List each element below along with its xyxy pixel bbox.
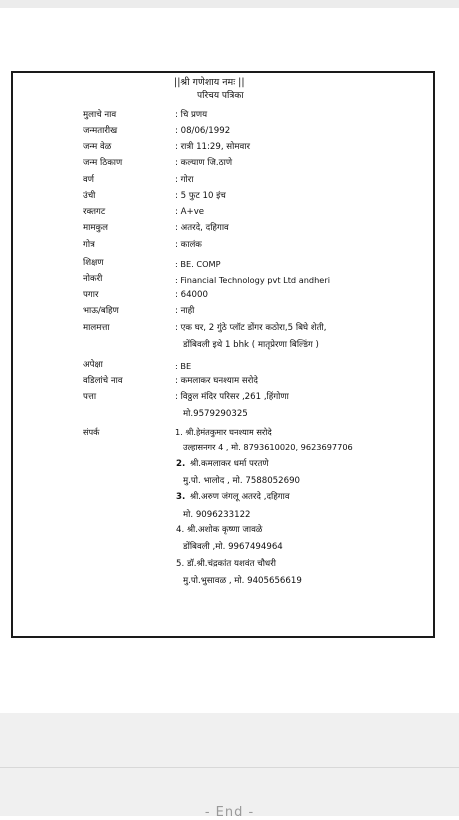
footer-divider (0, 767, 459, 768)
row-label-father: वडिलांचे नाव (83, 376, 123, 386)
contact-4-number: 4. (176, 525, 185, 535)
row-label-property: मालमत्ता (83, 323, 110, 333)
row-label-birthtime: जन्म वेळ (83, 142, 112, 152)
row-value-birthplace: : कल्याण जि.ठाणे (175, 158, 233, 168)
row-label-gotra: गोत्र (83, 240, 95, 250)
top-toolbar-strip (0, 0, 459, 8)
row-label-education: शिक्षण (83, 258, 104, 268)
row-value-name: : चि प्रणय (175, 110, 208, 120)
row-label-salary: पगार (83, 290, 99, 300)
contact-4-details: डोंबिवली ,मो. 9967494964 (183, 542, 283, 552)
row-label-complexion: वर्ण (83, 175, 94, 185)
row-label-expectation: अपेक्षा (83, 360, 103, 370)
contact-1-details: उल्हासनगर 4 , मो. 8793610020, 9623697706 (183, 442, 353, 452)
row-value-property: : एक घर, 2 गुंठे प्लॉट डोंगर कठोरा,5 बिघे शेती, (175, 323, 327, 333)
row-label-birthdate: जन्मतारीख (83, 126, 118, 136)
row-label-birthplace: जन्म ठिकाण (83, 158, 123, 168)
row-value-address: : विठ्ठल मंदिर परिसर ,261 ,हिंगोणा (175, 392, 289, 402)
contact-3-details: मो. 9096233122 (183, 510, 251, 520)
invocation-heading: ||श्री गणेशाय नमः || (174, 77, 245, 88)
row-label-maternal-family: मामकुल (83, 223, 108, 233)
row-label-bloodgroup: रक्तगट (83, 207, 106, 217)
row-value-property-continued: डोंबिवली इथे 1 bhk ( मातृप्रेरणा बिल्डिंग ) (183, 340, 319, 350)
contact-4-name: 4. श्री.अशोक कृष्णा जावळे (176, 525, 263, 535)
contact-5-name: 5. डॉ.श्री.चंद्रकांत यशवंत चौधरी (176, 559, 276, 569)
row-value-maternal-family: : अतरदे, दहिगाव (175, 223, 229, 233)
row-label-siblings: भाऊ/बहिण (83, 306, 119, 316)
contact-2-details: मु.पो. भालोद , मो. 7588052690 (183, 476, 301, 486)
row-value-father: : कमलाकर घनश्याम सरोदे (175, 376, 258, 386)
end-marker: - End - (204, 805, 255, 820)
row-value-gotra: : कालंक (175, 240, 202, 250)
row-label-job: नोकरी (83, 274, 103, 284)
row-value-job: : Financial Technology pvt Ltd andheri (175, 275, 330, 285)
row-value-salary: : 64000 (175, 290, 208, 300)
row-label-address: पत्ता (83, 392, 97, 402)
row-value-birthtime: : रात्री 11:29, सोमवार (175, 142, 250, 152)
row-value-complexion: : गोरा (175, 175, 194, 185)
row-label-contact: संपर्क (83, 427, 100, 437)
contact-1-name: 1. श्री.हेमंतकुमार घनश्याम सरोदे (175, 427, 272, 437)
document-title: परिचय पत्रिका (197, 91, 244, 101)
contact-5-number: 5. (176, 559, 185, 569)
contact-2-name: 2. श्री.कमलाकर धर्मा परतणे (176, 459, 269, 469)
row-value-siblings: : नाही (175, 306, 195, 316)
row-value-bloodgroup: : A+ve (175, 207, 205, 217)
row-label-name: मुलाचे नाव (83, 110, 117, 120)
row-value-address-phone: मो.9579290325 (183, 409, 248, 419)
contact-3-number: 3. (176, 492, 186, 502)
row-label-height: उंची (83, 191, 96, 201)
contact-2-number: 2. (176, 459, 186, 469)
row-value-birthdate: : 08/06/1992 (175, 126, 231, 136)
row-value-height: : 5 फुट 10 इंच (175, 191, 226, 201)
contact-1-number: 1. (175, 427, 183, 437)
row-value-education: : BE. COMP (175, 259, 221, 269)
biodata-page (11, 71, 435, 638)
document-footer (0, 713, 459, 820)
contact-5-details: मु.पो.भुसावळ , मो. 9405656619 (183, 576, 302, 586)
row-value-expectation: : BE (175, 361, 192, 371)
contact-3-name: 3. श्री.अरुण जंगलू अतरदे ,दहिगाव (176, 492, 290, 502)
